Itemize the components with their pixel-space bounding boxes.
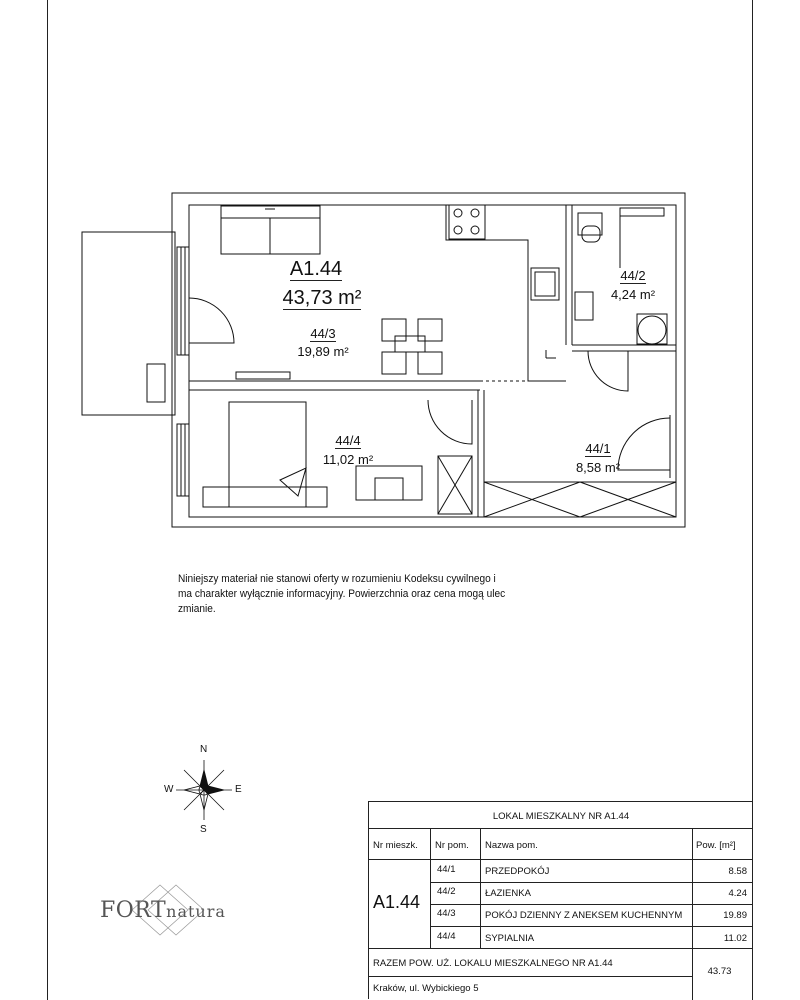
- outer-wall-outer: [172, 193, 685, 527]
- room-label-44-2: 44/2 4,24 m²: [610, 268, 656, 303]
- area-table: [368, 801, 752, 999]
- table-row: 4.24: [728, 888, 747, 899]
- compass-s: S: [200, 824, 207, 835]
- washer: [638, 316, 666, 344]
- disclaimer-text: Niniejszy materiał nie stanowi oferty w rozumieniu Kodeksu cywilnego i ma charakter wyłącznie informacyjny. Powierzchnia oraz cena mogą ulec zmianie.: [178, 573, 506, 615]
- wardrobe-hall: [484, 482, 676, 517]
- cooktop: [449, 205, 485, 239]
- table-row: POKÓJ DZIENNY Z ANEKSEM KUCHENNYM: [485, 910, 683, 921]
- table-title: LOKAL MIESZKALNY NR A1.44: [492, 811, 630, 822]
- table-row: 8.58: [728, 866, 747, 877]
- table-row: ŁAZIENKA: [485, 888, 531, 899]
- bed-frame: [203, 487, 327, 507]
- header-unit-no: Nr mieszk.: [373, 840, 418, 851]
- bed: [229, 402, 306, 507]
- radiator-living: [236, 372, 290, 379]
- table-row: 19.89: [723, 910, 747, 921]
- unit-area-label: 43,73 m²: [282, 287, 362, 309]
- compass-n: N: [200, 744, 208, 755]
- table-row: SYPIALNIA: [485, 933, 535, 944]
- window-bedroom: [177, 424, 189, 496]
- fortnatura-logo: FORTnatura: [100, 898, 226, 923]
- door-bathroom: [588, 351, 628, 391]
- unit-code-label: A1.44: [289, 258, 343, 280]
- shower: [620, 208, 664, 216]
- compass-e: E: [235, 784, 242, 795]
- door-bedroom: [428, 400, 472, 444]
- desk: [356, 466, 422, 500]
- compass-rose: [176, 760, 232, 820]
- kitchen-counter: [446, 205, 566, 381]
- header-room-no: Nr pom.: [435, 840, 469, 851]
- address: Kraków, ul. Wybickiego 5: [373, 983, 479, 994]
- window-living: [177, 247, 189, 355]
- table-row: 44/4: [437, 931, 456, 942]
- table-row: PRZEDPOKÓJ: [485, 866, 550, 877]
- room-label-44-3: 44/3 19,89 m²: [297, 326, 349, 360]
- header-area: Pow. [m²]: [696, 840, 736, 851]
- table-row: 44/2: [437, 886, 456, 897]
- room-label-44-1: 44/1 8,58 m²: [575, 441, 621, 476]
- compass-w: W: [164, 784, 174, 795]
- unit-no-cell: A1.44: [373, 892, 421, 912]
- total-area: 43.73: [707, 966, 732, 977]
- table-row: 44/3: [437, 908, 456, 919]
- door-balcony: [189, 298, 234, 343]
- table-row: 44/1: [437, 864, 456, 875]
- balcony-fixture: [147, 364, 165, 402]
- total-label: RAZEM POW. UŻ. LOKALU MIESZKALNEGO NR A1.44: [373, 958, 613, 969]
- table-row: 11.02: [723, 933, 747, 944]
- balcony: [82, 232, 175, 415]
- room-label-44-4: 44/4 11,02 m²: [322, 433, 374, 468]
- header-room-name: Nazwa pom.: [485, 840, 538, 851]
- washbasin: [575, 292, 593, 320]
- dining-table: [395, 336, 425, 352]
